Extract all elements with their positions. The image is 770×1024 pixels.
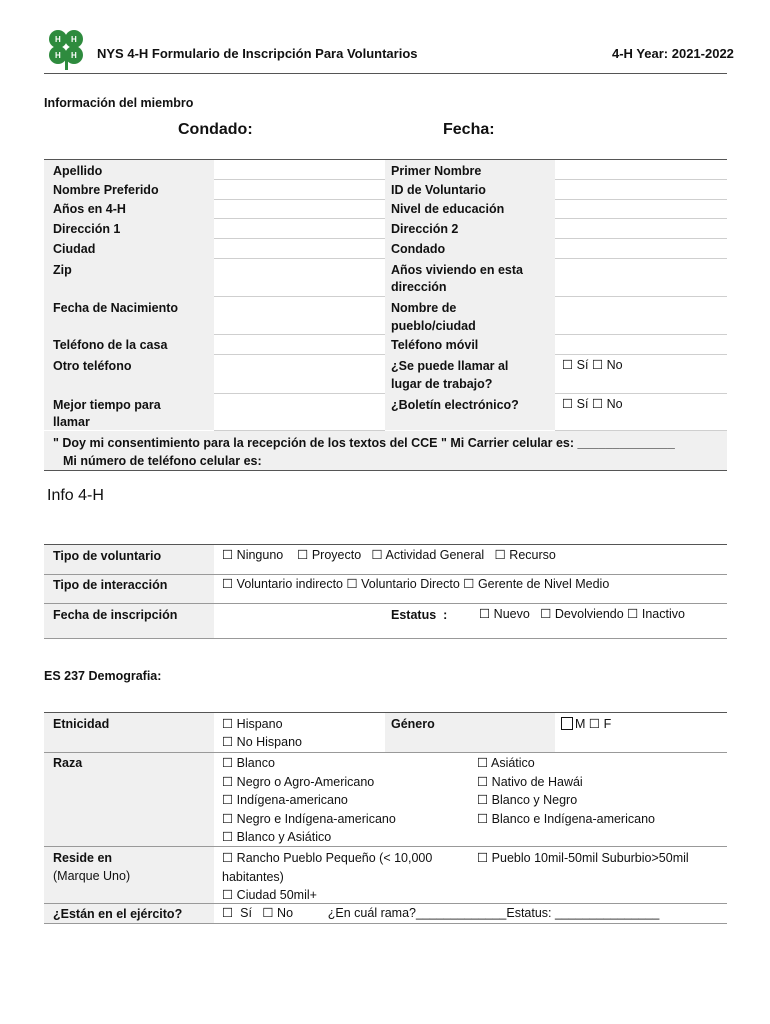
gender-checkbox-m[interactable]	[561, 717, 573, 730]
work-call-checkboxes[interactable]: ☐ Sí ☐ No	[562, 358, 623, 372]
mobile-phone-input[interactable]	[555, 335, 727, 355]
city-input[interactable]	[214, 239, 385, 259]
reside-rural-2: habitantes)	[222, 869, 284, 884]
info4h-row-divider	[44, 574, 727, 575]
label-work-call-2: lugar de trabajo?	[391, 377, 493, 391]
label-reside: Reside en	[53, 851, 113, 865]
label-other-phone: Otro teléfono	[53, 359, 132, 373]
form-title: NYS 4-H Formulario de Inscripción Para Voluntarios	[97, 46, 418, 61]
label-status: Estatus :	[391, 608, 448, 622]
race-white-black[interactable]: ☐ Blanco y Negro	[477, 793, 578, 808]
label-education: Nivel de educación	[391, 202, 505, 216]
newsletter-checkboxes[interactable]: ☐ Sí ☐ No	[562, 397, 623, 411]
label-town-name: Nombre de	[391, 301, 457, 315]
label-preferred-name: Nombre Preferido	[53, 183, 159, 197]
race-hawaiian[interactable]: ☐ Nativo de Hawái	[477, 774, 583, 789]
preferred-name-input[interactable]	[214, 180, 385, 200]
label-military: ¿Están en el ejército?	[53, 907, 183, 921]
label-best-time-2: llamar	[53, 415, 90, 429]
address2-input[interactable]	[555, 219, 727, 239]
military-options[interactable]: ☐ Sí ☐ No ¿En cuál rama?_____________Estatus: _______________	[222, 906, 660, 920]
reside-rural[interactable]: ☐ Rancho Pueblo Pequeño (< 10,000	[222, 851, 433, 865]
section-member-info: Información del miembro	[44, 96, 194, 110]
county-input[interactable]	[555, 239, 727, 259]
svg-text:H: H	[55, 51, 61, 60]
demo-bottom-border	[44, 923, 727, 924]
label-volunteer-id: ID de Voluntario	[391, 183, 486, 197]
status-options[interactable]: ☐ Nuevo ☐ Devolviendo ☐ Inactivo	[479, 607, 685, 621]
label-best-time: Mejor tiempo para	[53, 398, 161, 412]
birthdate-input[interactable]	[214, 297, 385, 335]
reside-town-suburb[interactable]: ☐ Pueblo 10mil-50mil Suburbio>50mil	[477, 851, 689, 865]
4h-clover-logo	[44, 26, 88, 72]
program-year: 4-H Year: 2021-2022	[612, 46, 734, 61]
header-divider	[44, 73, 727, 74]
race-options-right[interactable]	[477, 754, 655, 828]
race-black[interactable]: ☐ Negro o Agro-Americano	[222, 774, 375, 789]
label-years-address: Años viviendo en esta	[391, 263, 523, 277]
race-native-american[interactable]: ☐ Indígena-americano	[222, 793, 348, 808]
volunteer-type-options[interactable]: ☐ Ninguno ☐ Proyecto ☐ Actividad General ☐ Recurso	[222, 548, 556, 562]
first-name-input[interactable]	[555, 160, 727, 180]
label-work-call: ¿Se puede llamar al	[391, 359, 509, 373]
years-in-4h-input[interactable]	[214, 200, 385, 219]
best-time-input[interactable]	[214, 394, 385, 431]
svg-text:H: H	[71, 35, 77, 44]
last-name-input[interactable]	[214, 160, 385, 180]
cell-number-label: Mi número de teléfono celular es:	[63, 454, 262, 468]
label-city: Ciudad	[53, 242, 96, 256]
date-label: Fecha:	[443, 121, 495, 138]
label-mobile-phone: Teléfono móvil	[391, 338, 479, 352]
reside-options-left[interactable]	[222, 849, 432, 905]
other-phone-input[interactable]	[214, 355, 385, 394]
info4h-row-divider-2	[44, 603, 727, 604]
county-label: Condado:	[178, 121, 253, 138]
race-options-left[interactable]	[222, 754, 396, 847]
reside-city[interactable]: ☐ Ciudad 50mil+	[222, 888, 317, 903]
label-birthdate: Fecha de Nacimiento	[53, 301, 179, 315]
consent-text: " Doy mi consentimiento para la recepción de los textos del CCE " Mi Carrier celular es: ______________	[53, 436, 675, 450]
label-ethnicity: Etnicidad	[53, 717, 110, 731]
label-zip: Zip	[53, 263, 72, 277]
ethnicity-non-hispanic[interactable]: ☐ No Hispano	[222, 735, 302, 749]
label-race: Raza	[53, 756, 83, 770]
label-interaction-type: Tipo de interacción	[53, 578, 168, 592]
label-county: Condado	[391, 242, 446, 256]
member-table-bottom-border	[44, 470, 727, 471]
race-white[interactable]: ☐ Blanco	[222, 756, 275, 770]
race-asian[interactable]: ☐ Asiático	[477, 756, 535, 770]
demo-label-column	[44, 713, 214, 923]
interaction-type-options[interactable]: ☐ Voluntario indirecto ☐ Voluntario Directo ☐ Gerente de Nivel Medio	[222, 577, 610, 591]
info4h-bottom-border	[44, 638, 727, 639]
label-registration-date: Fecha de inscripción	[53, 608, 178, 622]
demo-row-divider	[44, 752, 727, 753]
years-at-address-input[interactable]	[555, 259, 727, 297]
ethnicity-hispanic[interactable]: ☐ Hispano	[222, 717, 283, 731]
education-input[interactable]	[555, 200, 727, 219]
zip-input[interactable]	[214, 259, 385, 297]
race-white-asian[interactable]: ☐ Blanco y Asiático	[222, 830, 332, 845]
address1-input[interactable]	[214, 219, 385, 239]
label-newsletter: ¿Boletín electrónico?	[391, 398, 519, 412]
race-white-native[interactable]: ☐ Blanco e Indígena-americano	[477, 811, 655, 826]
race-black-native[interactable]: ☐ Negro e Indígena-americano	[222, 811, 396, 826]
section-info-4h: Info 4-H	[47, 487, 104, 504]
home-phone-input[interactable]	[214, 335, 385, 355]
label-volunteer-type: Tipo de voluntario	[53, 549, 162, 563]
label-years-address-2: dirección	[391, 280, 447, 294]
town-name-input[interactable]	[555, 297, 727, 335]
label-town-name-2: pueblo/ciudad	[391, 319, 476, 333]
volunteer-id-input[interactable]	[555, 180, 727, 200]
gender-options[interactable]: M ☐ F	[575, 717, 612, 731]
label-last-name: Apellido	[53, 164, 103, 178]
section-demographics: ES 237 Demografia:	[44, 669, 162, 683]
label-address2: Dirección 2	[391, 222, 459, 236]
label-first-name: Primer Nombre	[391, 164, 482, 178]
label-gender: Género	[391, 717, 435, 731]
label-address1: Dirección 1	[53, 222, 121, 236]
svg-text:H: H	[71, 51, 77, 60]
svg-text:H: H	[55, 35, 61, 44]
label-reside-sub: (Marque Uno)	[53, 869, 131, 883]
label-home-phone: Teléfono de la casa	[53, 338, 168, 352]
label-years-4h: Años en 4-H	[53, 202, 126, 216]
